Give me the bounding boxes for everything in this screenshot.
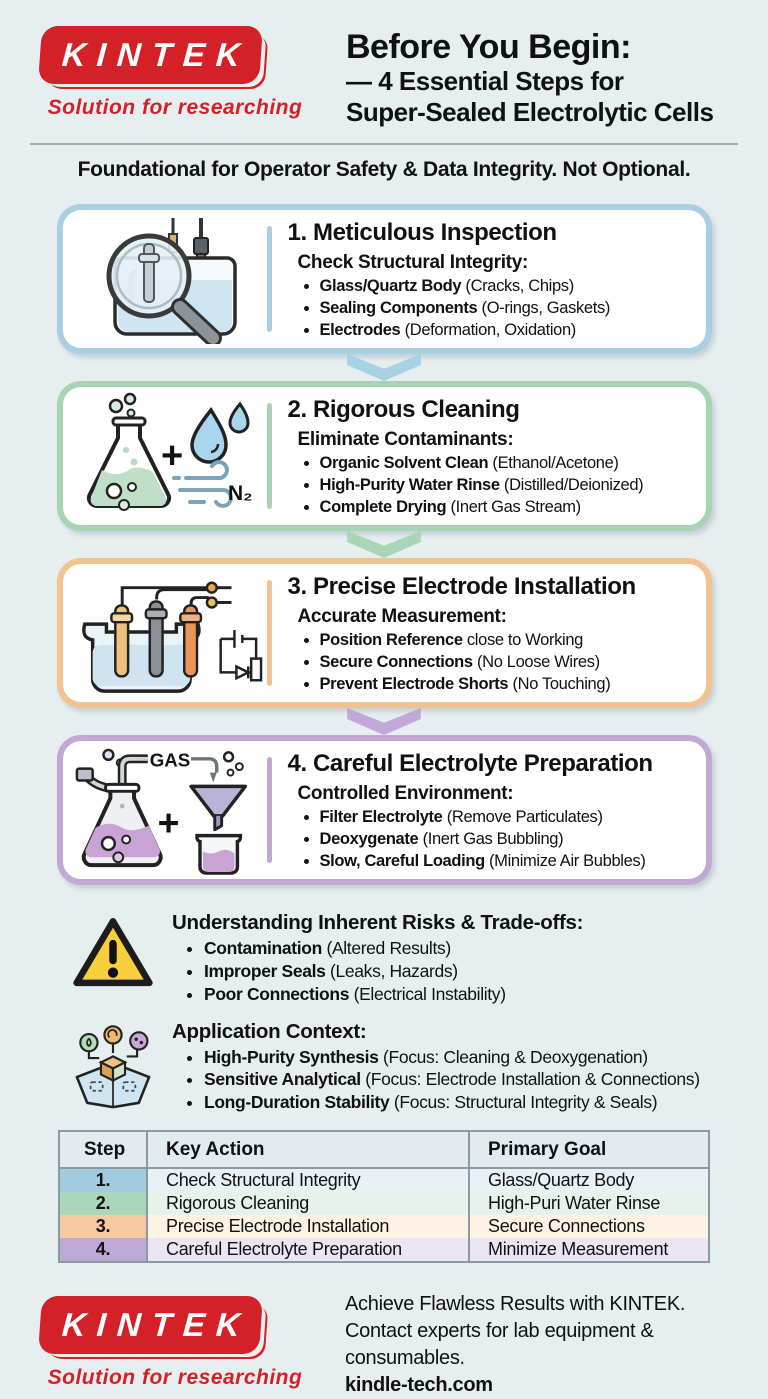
card-accent-divider	[267, 226, 272, 332]
context-section	[70, 1020, 768, 1114]
step-card-4	[57, 735, 712, 885]
step-card-1	[57, 204, 712, 354]
column-header-step: Step	[60, 1132, 148, 1167]
table-cell-step: 2.	[60, 1192, 148, 1215]
context-bullet: • Long-Duration Stability (Focus: Structural Integrity & Seals)	[204, 1091, 700, 1114]
step-bullets	[304, 453, 694, 519]
card-accent-divider	[267, 757, 272, 863]
card-accent-divider	[267, 403, 272, 509]
electrode-cell-icon	[71, 569, 263, 697]
column-header-primary-goal: Primary Goal	[488, 1138, 607, 1160]
table-cell-step: 3.	[60, 1215, 148, 1238]
step-title: 1. Meticulous Inspection	[287, 219, 557, 247]
step-title: 4. Careful Electrolyte Preparation	[287, 750, 653, 778]
context-title: Application Context:	[172, 1019, 367, 1043]
step-bullets	[304, 276, 694, 342]
context-bullets	[188, 1046, 700, 1114]
step-bullet: • Slow, Careful Loading (Minimize Air Bubbles)	[320, 851, 694, 873]
context-bullet: • High-Purity Synthesis (Focus: Cleaning & Deoxygenation)	[204, 1046, 700, 1069]
header	[0, 0, 768, 128]
n2-label: N₂	[228, 482, 253, 506]
step-bullet: • Sealing Components (O-rings, Gaskets)	[320, 298, 694, 320]
table-cell-goal: Glass/Quartz Body	[470, 1169, 708, 1192]
step-bullet: • Complete Drying (Inert Gas Stream)	[320, 497, 694, 519]
table-cell-goal: High-Puri Water Rinse	[470, 1192, 708, 1215]
warning-icon	[70, 911, 156, 991]
card-accent-divider	[267, 580, 272, 686]
logo-tagline: Solution for researching	[47, 96, 303, 119]
step-card-2	[57, 381, 712, 531]
footer-line2: Contact experts for lab equipment & consumables.	[345, 1319, 654, 1369]
step-bullet: • Organic Solvent Clean (Ethanol/Acetone)	[320, 453, 694, 475]
table-row	[60, 1215, 708, 1238]
risk-bullet: • Contamination (Altered Results)	[204, 937, 583, 960]
risks-bullets	[188, 937, 583, 1005]
table-cell-goal: Minimize Measurement	[470, 1238, 708, 1261]
flask-cleaning-icon	[71, 392, 263, 520]
table-cell-step: 4.	[60, 1238, 148, 1261]
table-row	[60, 1192, 708, 1215]
foundational-note: Foundational for Operator Safety & Data Integrity. Not Optional.	[77, 158, 691, 182]
step-subtitle: Accurate Measurement:	[297, 606, 507, 628]
footer-website-link[interactable]: kindle-tech.com	[345, 1373, 493, 1396]
table-cell-goal: Secure Connections	[470, 1215, 708, 1238]
kintek-logo-badge: KINTEK	[38, 1296, 263, 1354]
title-line1: Before You Begin:	[346, 28, 631, 66]
step-bullet: • Secure Connections (No Loose Wires)	[320, 652, 694, 674]
step-title: 2. Rigorous Cleaning	[287, 396, 520, 424]
header-divider	[30, 143, 738, 145]
magnifier-inspection-icon	[71, 214, 263, 344]
step-bullet: • Glass/Quartz Body (Cracks, Chips)	[320, 276, 694, 298]
title-line3: Super-Sealed Electrolytic Cells	[346, 97, 714, 128]
table-cell-action: Precise Electrode Installation	[148, 1215, 470, 1238]
plus-sign: +	[157, 802, 180, 845]
table-cell-action: Careful Electrolyte Preparation	[148, 1238, 470, 1261]
step-bullet: • Electrodes (Deformation, Oxidation)	[320, 320, 694, 342]
gas-label: GAS	[149, 750, 190, 772]
footer-text	[345, 1287, 768, 1399]
flow-arrow-down-icon	[0, 354, 768, 381]
step-bullet: • Filter Electrolyte (Remove Particulates)	[320, 807, 694, 829]
table-cell-step: 1.	[60, 1169, 148, 1192]
table-row	[60, 1238, 708, 1261]
page-title	[346, 26, 713, 128]
risks-section	[70, 911, 768, 1005]
step-bullet: • Position Reference close to Working	[320, 630, 694, 652]
flow-arrow-down-icon	[0, 531, 768, 558]
logo-tagline: Solution for researching	[47, 1365, 303, 1389]
steps-flow	[0, 204, 768, 885]
footer	[40, 1287, 768, 1399]
summary-table	[58, 1130, 710, 1263]
step-bullets	[304, 807, 694, 873]
step-bullets	[304, 630, 694, 696]
step-bullet: • High-Purity Water Rinse (Distilled/Deionized)	[320, 475, 694, 497]
kintek-logo-badge: KINTEK	[38, 26, 263, 84]
table-cell-action: Rigorous Cleaning	[148, 1192, 470, 1215]
electrolyte-prep-icon	[71, 744, 263, 876]
step-bullet: • Prevent Electrode Shorts (No Touching)	[320, 674, 694, 696]
risks-title: Understanding Inherent Risks & Trade-offs:	[172, 911, 584, 935]
kintek-logo	[40, 26, 320, 120]
table-cell-action: Check Structural Integrity	[148, 1169, 470, 1192]
footer-line1: Achieve Flawless Results with KINTEK.	[345, 1292, 686, 1315]
application-map-icon	[70, 1020, 156, 1112]
step-subtitle: Controlled Environment:	[297, 783, 514, 805]
step-title: 3. Precise Electrode Installation	[287, 573, 636, 601]
plus-sign: +	[161, 435, 184, 478]
title-line2: — 4 Essential Steps for	[346, 66, 624, 97]
risk-bullet: • Improper Seals (Leaks, Hazards)	[204, 960, 583, 983]
step-subtitle: Eliminate Contaminants:	[297, 429, 514, 451]
table-row	[60, 1169, 708, 1192]
column-header-key-action: Key Action	[148, 1132, 470, 1167]
step-bullet: • Deoxygenate (Inert Gas Bubbling)	[320, 829, 694, 851]
flow-arrow-down-icon	[0, 708, 768, 735]
context-bullet: • Sensitive Analytical (Focus: Electrode Installation & Connections)	[204, 1068, 700, 1091]
table-header-row	[60, 1132, 708, 1169]
step-card-3	[57, 558, 712, 708]
risk-bullet: • Poor Connections (Electrical Instability)	[204, 983, 583, 1006]
step-subtitle: Check Structural Integrity:	[297, 252, 529, 274]
